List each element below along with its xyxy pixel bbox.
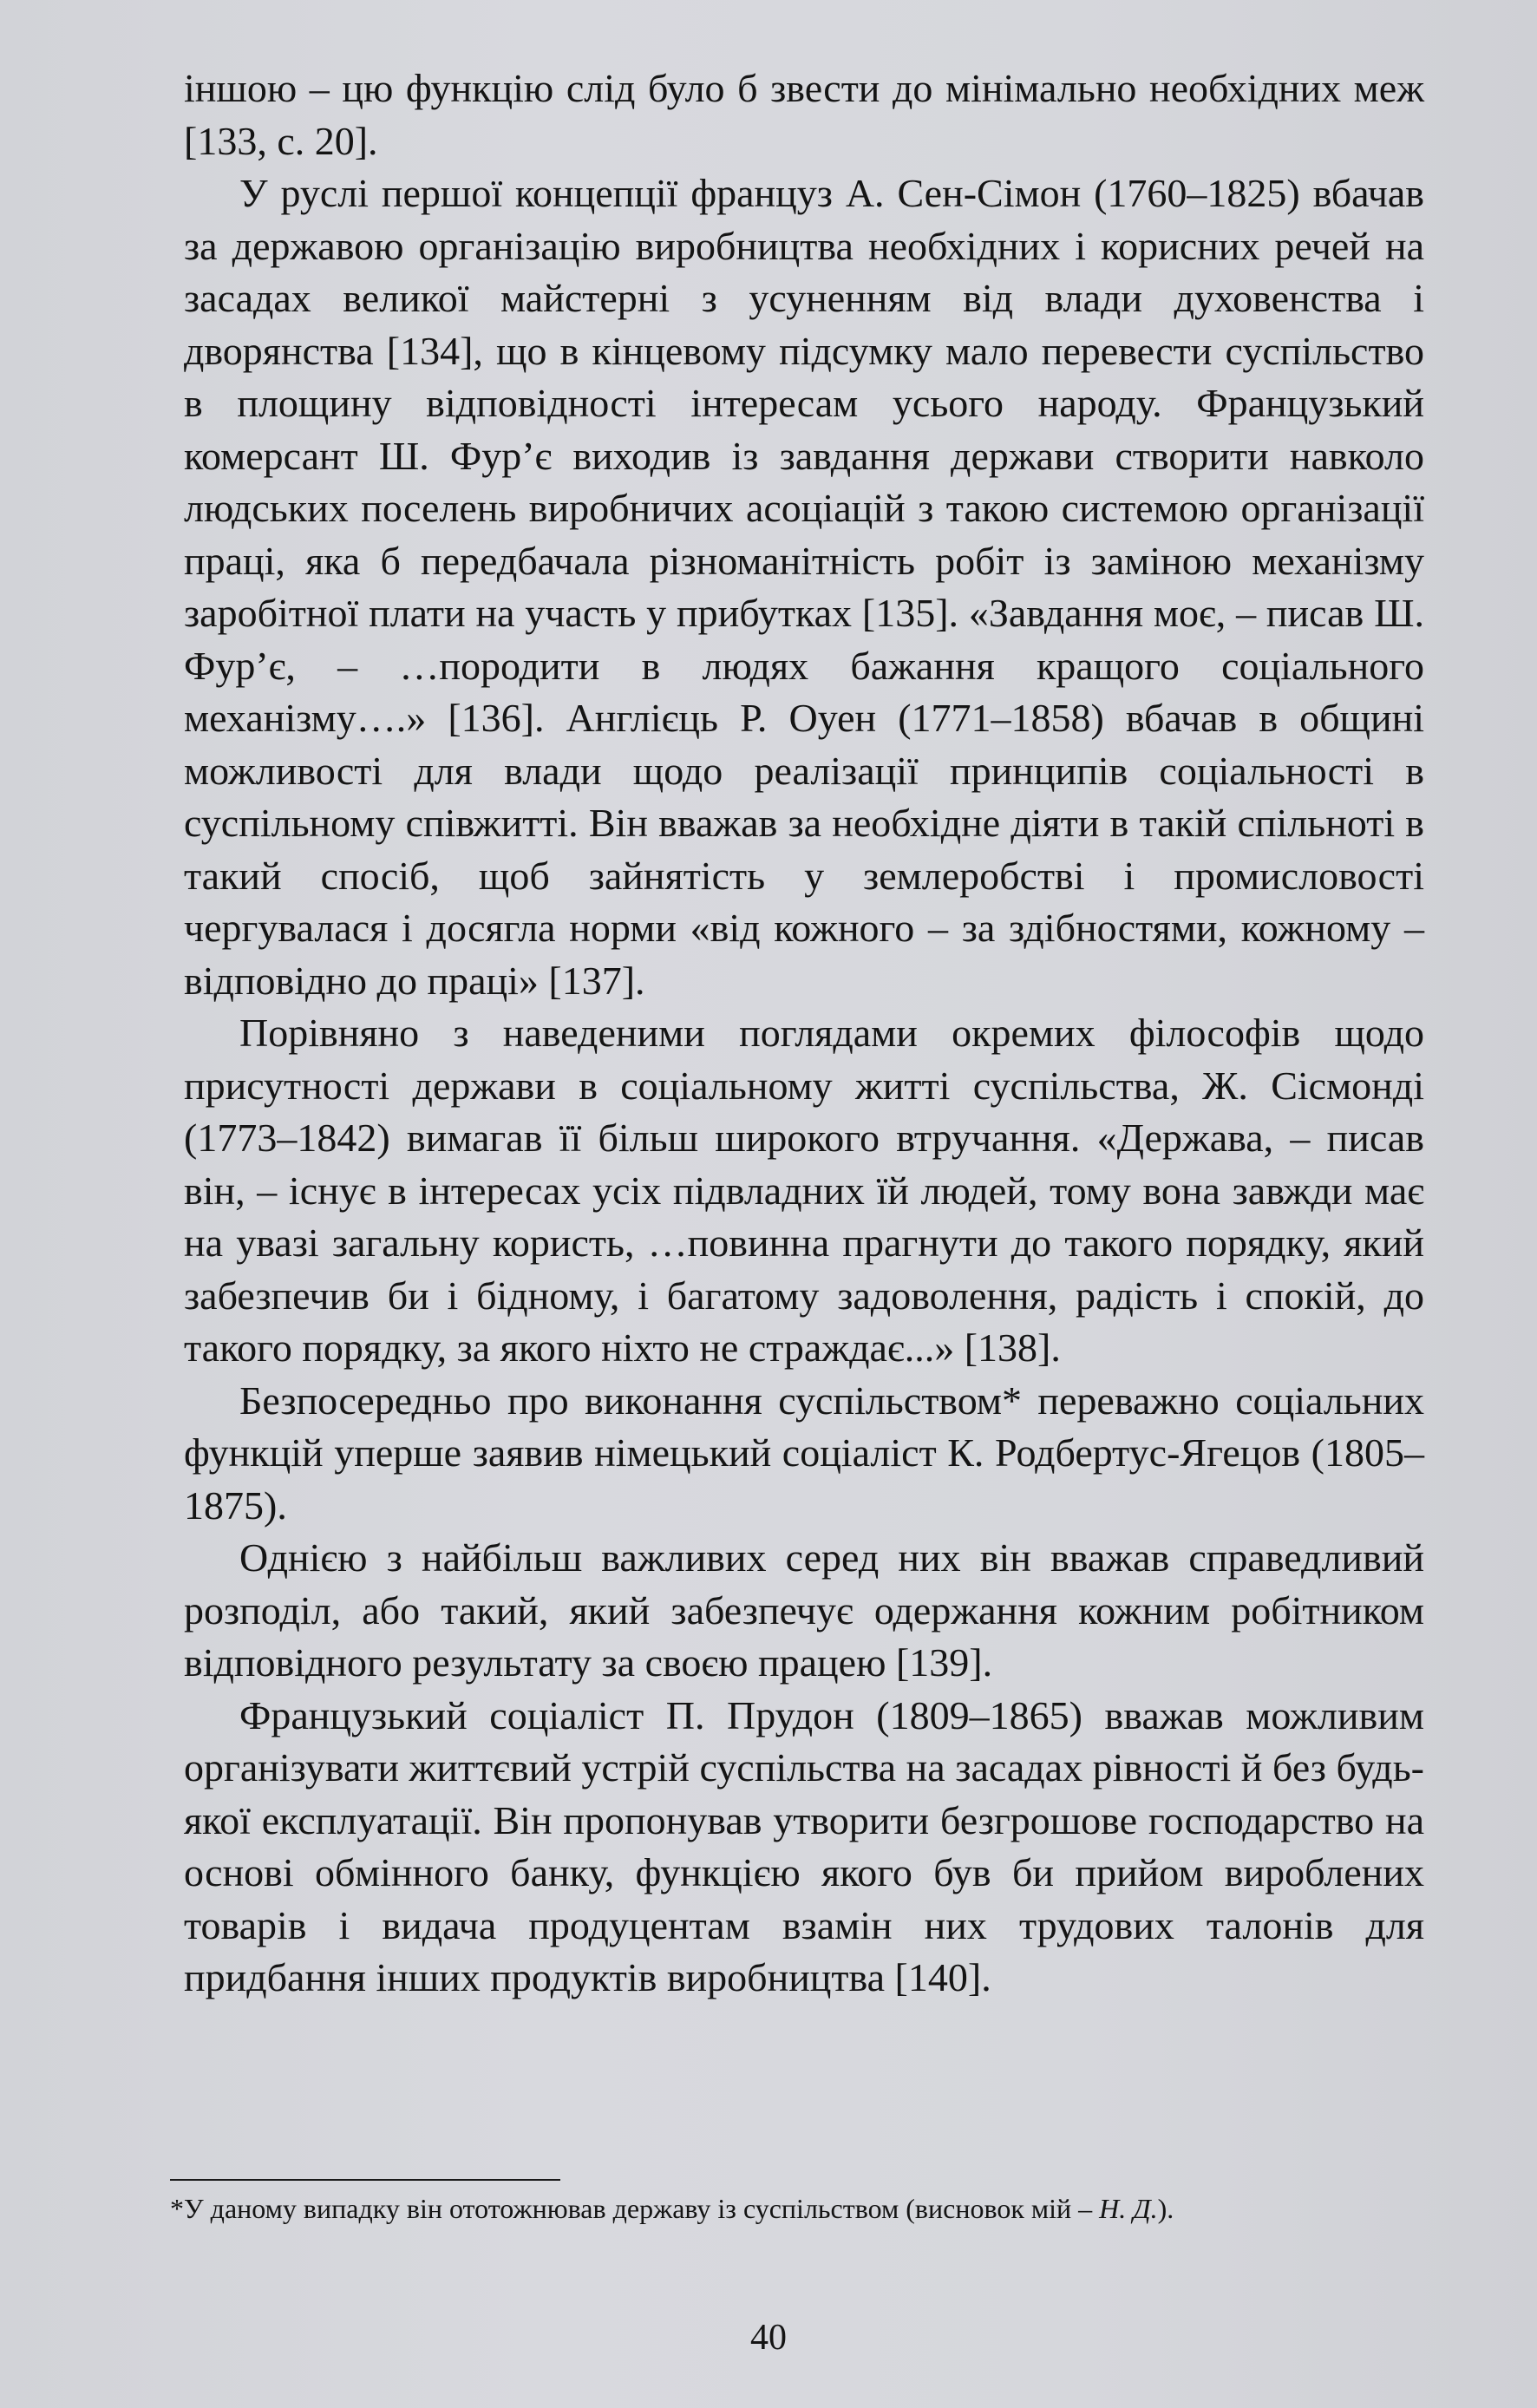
footnote-end: ). (1157, 2193, 1174, 2224)
page-number: 40 (750, 2318, 787, 2358)
footnote (170, 2189, 1445, 2228)
footnote-author-initials: Н. Д. (1099, 2193, 1158, 2224)
footnote-text: *У даному випадку він ототожнював державу із суспільством (висновок мій – (170, 2193, 1100, 2224)
paragraph-fair-distribution: Однією з найбільш важливих серед них він вважав справедливий розподіл, або такий, який забезпечує одержання кожним робітником відповідного результату за своєю працею [139]. (184, 1535, 1424, 1685)
body-text (184, 62, 1424, 2005)
paragraph-rodbertus: Безпосередньо про виконання суспільством* переважно соціальних функцій уперше заявив німецький соціаліст К. Родбертус-Ягецов (1805–1875). (184, 1377, 1424, 1528)
paragraph-continuation: іншою – цю функцію слід було б звести до мінімально необхідних меж [133, с. 20]. (184, 66, 1424, 163)
paragraph-sismondi: Порівняно з наведеними поглядами окремих філософів щодо присутності держави в соціальному житті суспільства, Ж. Сісмонді (1773–1842) вимагав її більш широкого втручання. «Держава, – писав він, – існує в інтересах усіх підвладних їй людей, тому вона завжди має на увазі загальну користь, …повинна прагнути до такого порядку, який забезпечив би і бідному, і багатому задоволення, радість і спокій, до такого порядку, за якого ніхто не страждає...» [138]. (184, 1011, 1424, 1370)
paragraph-saint-simon-fourier-owen: У руслі першої концепції француз А. Сен-Сімон (1760–1825) вбачав за державою організацію виробництва необхідних і корисних речей на засадах великої майстерні з усуненням від влади духовенства і дворянства [134], що в кінцевому підсумку мало перевести суспільство в площину відповідності інтересам усього народу. Французький комерсант Ш. Фур’є виходив із завдання держави створити навколо людських поселень виробничих асоціацій з такою системою організації праці, яка б передбачала різноманітність робіт із заміною механізму заробітної плати на участь у прибутках [135]. «Завдання моє, – писав Ш. Фур’є, – …породити в людях бажання кращого соціального механізму….» [136]. Англієць Р. Оуен (1771–1858) вбачав в общині можливості для влади щодо реалізації принципів соціальності в суспільному співжитті. Він вважав за необхідне діяти в такій спільноті в такий спосіб, щоб зайнятість у землеробстві і промисловості чергувалася і досягла норми «від кожного – за здібностями, кожному – відповідно до праці» [137]. (184, 171, 1424, 1003)
paragraph-proudhon: Французький соціаліст П. Прудон (1809–1865) вважав можливим організувати життєвий устрій суспільства на засадах рівності й без будь-якої експлуатації. Він пропонував утворити безгрошове господарство на основі обмінного банку, функцією якого був би прийом вироблених товарів і видача продуцентам взамін них трудових талонів для придбання інших продуктів виробництва [140]. (184, 1692, 1424, 1999)
footnote-divider (170, 2179, 560, 2181)
